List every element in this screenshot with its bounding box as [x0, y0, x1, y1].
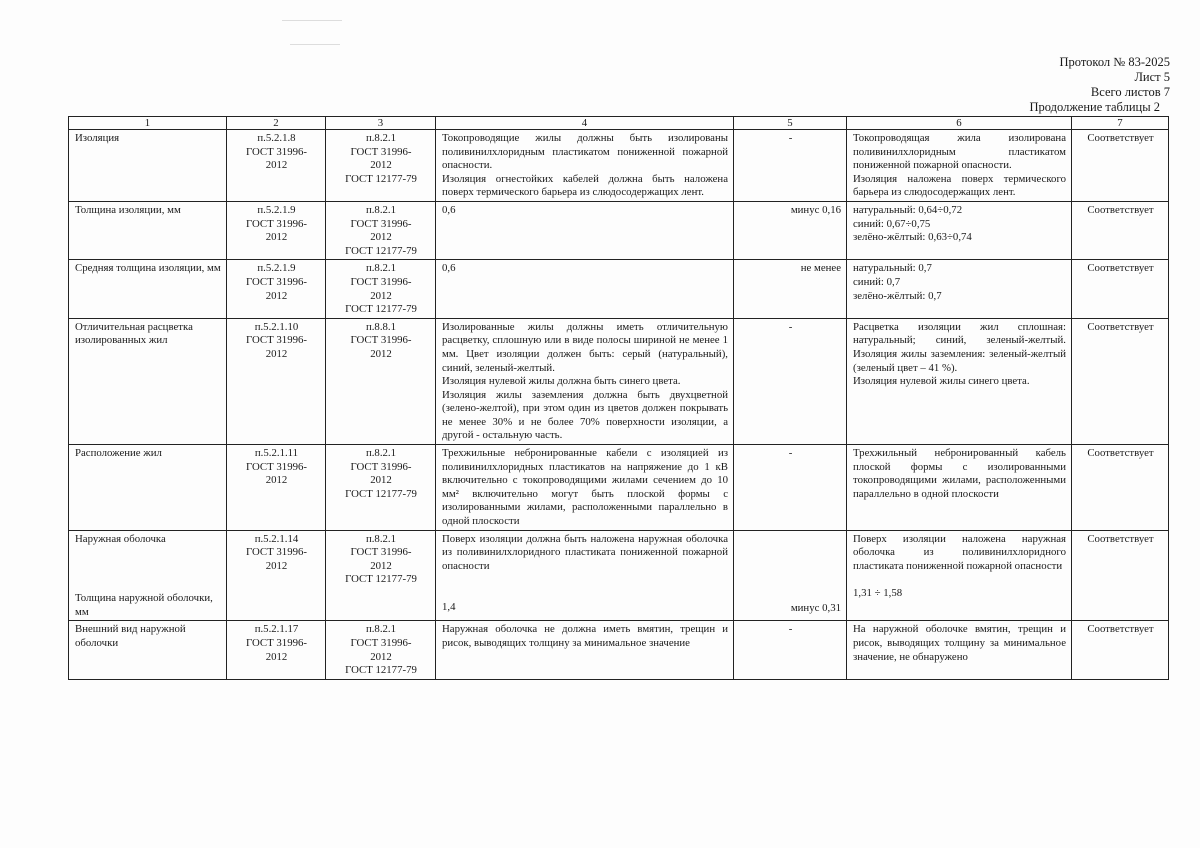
table-row: [69, 260, 1169, 318]
column-header: 7: [1072, 117, 1169, 130]
conformity-cell: Соответствует: [1072, 201, 1169, 259]
test-method-cell: п.8.2.1 ГОСТ 31996- 2012 ГОСТ 12177-79: [326, 530, 436, 621]
table-row: [69, 318, 1169, 444]
conformity-cell: Соответствует: [1072, 130, 1169, 202]
tolerance-cell: не менее: [734, 260, 847, 318]
parameter-cell: Расположение жил: [69, 445, 227, 531]
requirement-clause-cell: п.5.2.1.11 ГОСТ 31996- 2012: [227, 445, 326, 531]
column-header: 6: [847, 117, 1072, 130]
parameter-cell: Изоляция: [69, 130, 227, 202]
actual-result-cell: натуральный: 0,64÷0,72 синий: 0,67÷0,75 зелёно-жёлтый: 0,63÷0,74: [847, 201, 1072, 259]
column-header: 5: [734, 117, 847, 130]
requirement-text-cell: 0,6: [436, 260, 734, 318]
tolerance-cell: -: [734, 621, 847, 679]
test-method-cell: п.8.2.1 ГОСТ 31996- 2012 ГОСТ 12177-79: [326, 260, 436, 318]
tolerance-cell: -: [734, 445, 847, 531]
column-header: 4: [436, 117, 734, 130]
column-header: 3: [326, 117, 436, 130]
requirement-clause-cell: п.5.2.1.10 ГОСТ 31996- 2012: [227, 318, 326, 444]
results-table: [68, 116, 1169, 680]
requirement-text-cell: Поверх изоляции должна быть наложена наружная оболочка из поливинилхлоридного пластиката пониженной пожарной опасности 1,4: [436, 530, 734, 621]
requirement-text-cell: 0,6: [436, 201, 734, 259]
requirement-text-cell: Наружная оболочка не должна иметь вмятин, трещин и рисок, выводящих толщину за минимальное значение: [436, 621, 734, 679]
test-method-cell: п.8.2.1 ГОСТ 31996- 2012 ГОСТ 12177-79: [326, 201, 436, 259]
requirement-clause-cell: п.5.2.1.9 ГОСТ 31996- 2012: [227, 260, 326, 318]
parameter-cell: Наружная оболочка Толщина наружной оболочки, мм: [69, 530, 227, 621]
requirement-text-cell: Изолированные жилы должны иметь отличительную расцветку, сплошную или в виде полосы шириной не менее 1 мм. Цвет изоляции должен быть: серый (натуральный), синий, зеленый-желтый. Изоляция нулевой жилы должна быть синего цвета. Изоляция жилы заземления должна быть двухцветной (зелено-желтой), при этом один из цветов должен покрывать не менее 30% и не более 70% поверхности изоляции, а другой - остальную часть.: [436, 318, 734, 444]
tolerance-cell: минус 0,16: [734, 201, 847, 259]
protocol-number: Протокол № 83-2025: [1059, 55, 1170, 69]
conformity-cell: Соответствует: [1072, 318, 1169, 444]
table-row: [69, 530, 1169, 621]
tolerance-cell: -: [734, 318, 847, 444]
actual-result-cell: На наружной оболочке вмятин, трещин и рисок, выводящих толщину за минимальное значение, не обнаружено: [847, 621, 1072, 679]
parameter-cell: Отличительная расцветка изолированных жил: [69, 318, 227, 444]
sheet-number: Лист 5: [1134, 70, 1170, 84]
conformity-cell: Соответствует: [1072, 445, 1169, 531]
table-row: [69, 445, 1169, 531]
column-header: 2: [227, 117, 326, 130]
parameter-cell: Толщина изоляции, мм: [69, 201, 227, 259]
test-method-cell: п.8.8.1 ГОСТ 31996- 2012: [326, 318, 436, 444]
document-header: [1029, 55, 1170, 115]
requirement-text-cell: Трехжильные небронированные кабели с изоляцией из поливинилхлоридных пластикатов на напряжение до 1 кВ включительно с токопроводящими жилами сечением до 10 мм² включительно могут быть плоской формы с изолированными жилами, расположенными параллельно в одной плоскости: [436, 445, 734, 531]
actual-result-cell: Расцветка изоляции жил сплошная: натуральный; синий, зеленый-желтый. Изоляция жилы заземления: зеленый-желтый (зеленый цвет – 41 %). Изоляция нулевой жилы синего цвета.: [847, 318, 1072, 444]
actual-result-cell: Поверх изоляции наложена наружная оболочка из поливинилхлоридного пластиката пониженной пожарной опасности 1,31 ÷ 1,58: [847, 530, 1072, 621]
conformity-cell: Соответствует: [1072, 621, 1169, 679]
scan-artifact: [290, 44, 340, 45]
test-method-cell: п.8.2.1 ГОСТ 31996- 2012 ГОСТ 12177-79: [326, 445, 436, 531]
table-row: [69, 130, 1169, 202]
total-sheets: Всего листов 7: [1090, 85, 1170, 99]
tolerance-cell: минус 0,31: [734, 530, 847, 621]
table-continuation-label: Продолжение таблицы 2: [1029, 100, 1160, 114]
table-row: [69, 201, 1169, 259]
test-method-cell: п.8.2.1 ГОСТ 31996- 2012 ГОСТ 12177-79: [326, 621, 436, 679]
conformity-cell: Соответствует: [1072, 260, 1169, 318]
test-method-cell: п.8.2.1 ГОСТ 31996- 2012 ГОСТ 12177-79: [326, 130, 436, 202]
requirement-text-cell: Токопроводящие жилы должны быть изолированы поливинилхлоридным пластикатом пониженной пожарной опасности. Изоляция огнестойких кабелей должна быть наложена поверх термического барьера из слюдосодержащих лент.: [436, 130, 734, 202]
actual-result-cell: Токопроводящая жила изолирована поливинилхлоридным пластикатом пониженной пожарной опасности. Изоляция наложена поверх термического барьера из слюдосодержащих лент.: [847, 130, 1072, 202]
actual-result-cell: Трехжильный небронированный кабель плоской формы с изолированными токопроводящими жилами, расположенными параллельно в одной плоскости: [847, 445, 1072, 531]
table-row: [69, 621, 1169, 679]
requirement-clause-cell: п.5.2.1.14 ГОСТ 31996- 2012: [227, 530, 326, 621]
parameter-cell: Внешний вид наружной оболочки: [69, 621, 227, 679]
requirement-clause-cell: п.5.2.1.9 ГОСТ 31996- 2012: [227, 201, 326, 259]
scan-artifact: [282, 20, 342, 21]
conformity-cell: Соответствует: [1072, 530, 1169, 621]
column-header: 1: [69, 117, 227, 130]
requirement-clause-cell: п.5.2.1.8 ГОСТ 31996- 2012: [227, 130, 326, 202]
tolerance-cell: -: [734, 130, 847, 202]
requirement-clause-cell: п.5.2.1.17 ГОСТ 31996- 2012: [227, 621, 326, 679]
actual-result-cell: натуральный: 0,7 синий: 0,7 зелёно-жёлтый: 0,7: [847, 260, 1072, 318]
column-number-row: [69, 117, 1169, 130]
parameter-cell: Средняя толщина изоляции, мм: [69, 260, 227, 318]
